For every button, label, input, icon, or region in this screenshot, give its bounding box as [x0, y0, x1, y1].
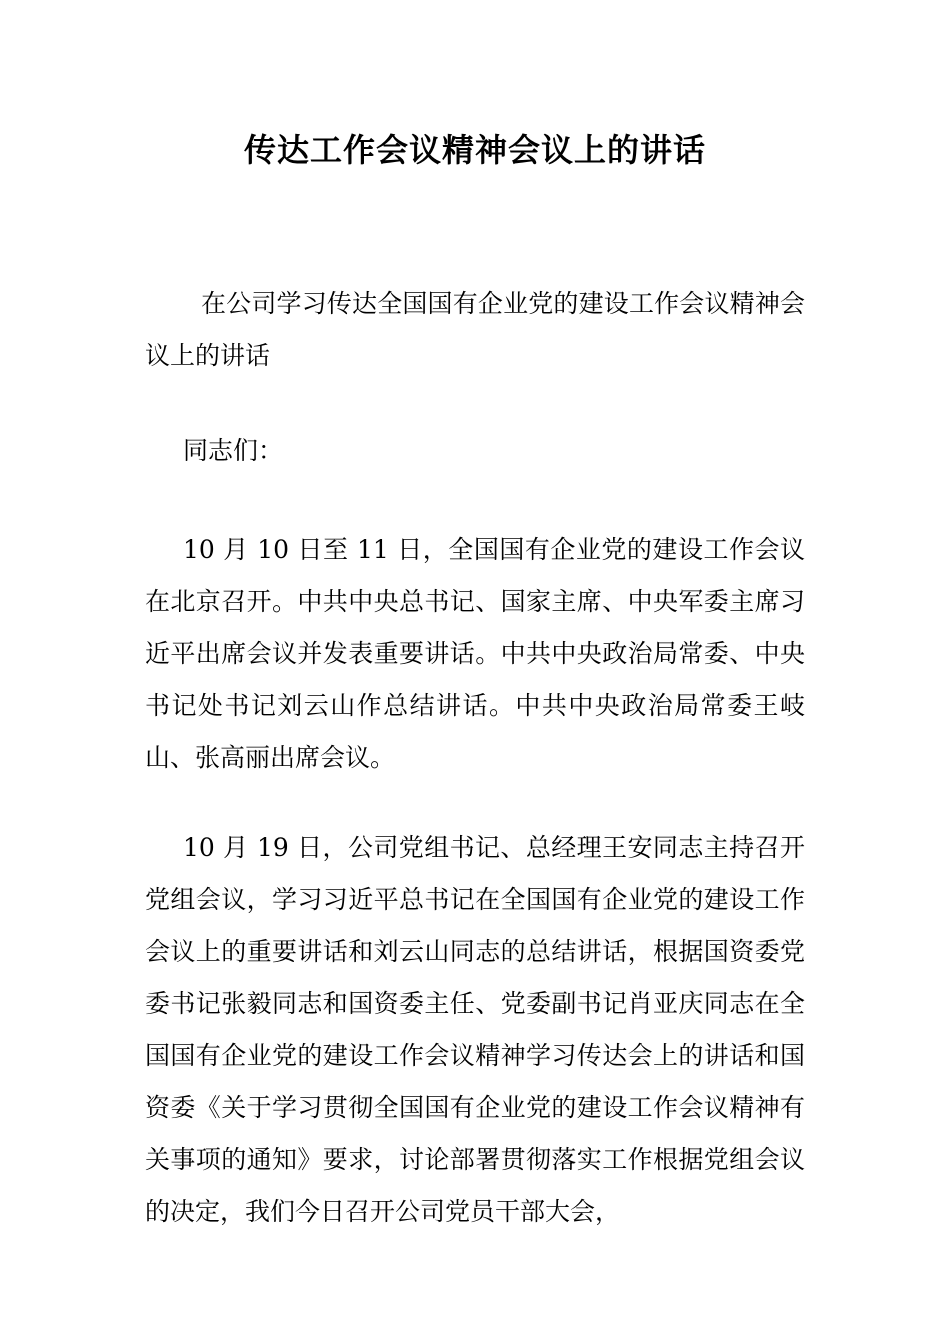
document-title: 传达工作会议精神会议上的讲话 — [243, 131, 706, 169]
paragraph-2: 10 月 19 日，公司党组书记、总经理王安同志主持召开党组会议，学习习近平总书记在全国国有企业党的建设工作会议上的重要讲话和刘云山同志的总结讲话，根据国资委党委书记张毅同志和国资委主任、党委副书记肖亚庆同志在全国国有企业党的建设工作会议精神学习传达会上的讲话和国资委《关于学习贯彻全国国有企业党的建设工作会议精神有关事项的通知》要求，讨论部署贯彻落实工作根据党组会议的决定，我们今日召开公司党员干部大会， — [145, 833, 805, 1226]
speech-subtitle: 在公司学习传达全国国有企业党的建设工作会议精神会议上的讲话 — [145, 289, 805, 370]
paragraph-1: 10 月 10 日至 11 日，全国国有企业党的建设工作会议在北京召开。中共中央总书记、国家主席、中央军委主席习近平出席会议并发表重要讲话。中共中央政治局常委、中央书记处书记刘云山作总结讲话。中共中央政治局常委王岐山、张高丽出席会议。 — [145, 535, 805, 772]
greeting: 同志们： — [183, 436, 284, 465]
